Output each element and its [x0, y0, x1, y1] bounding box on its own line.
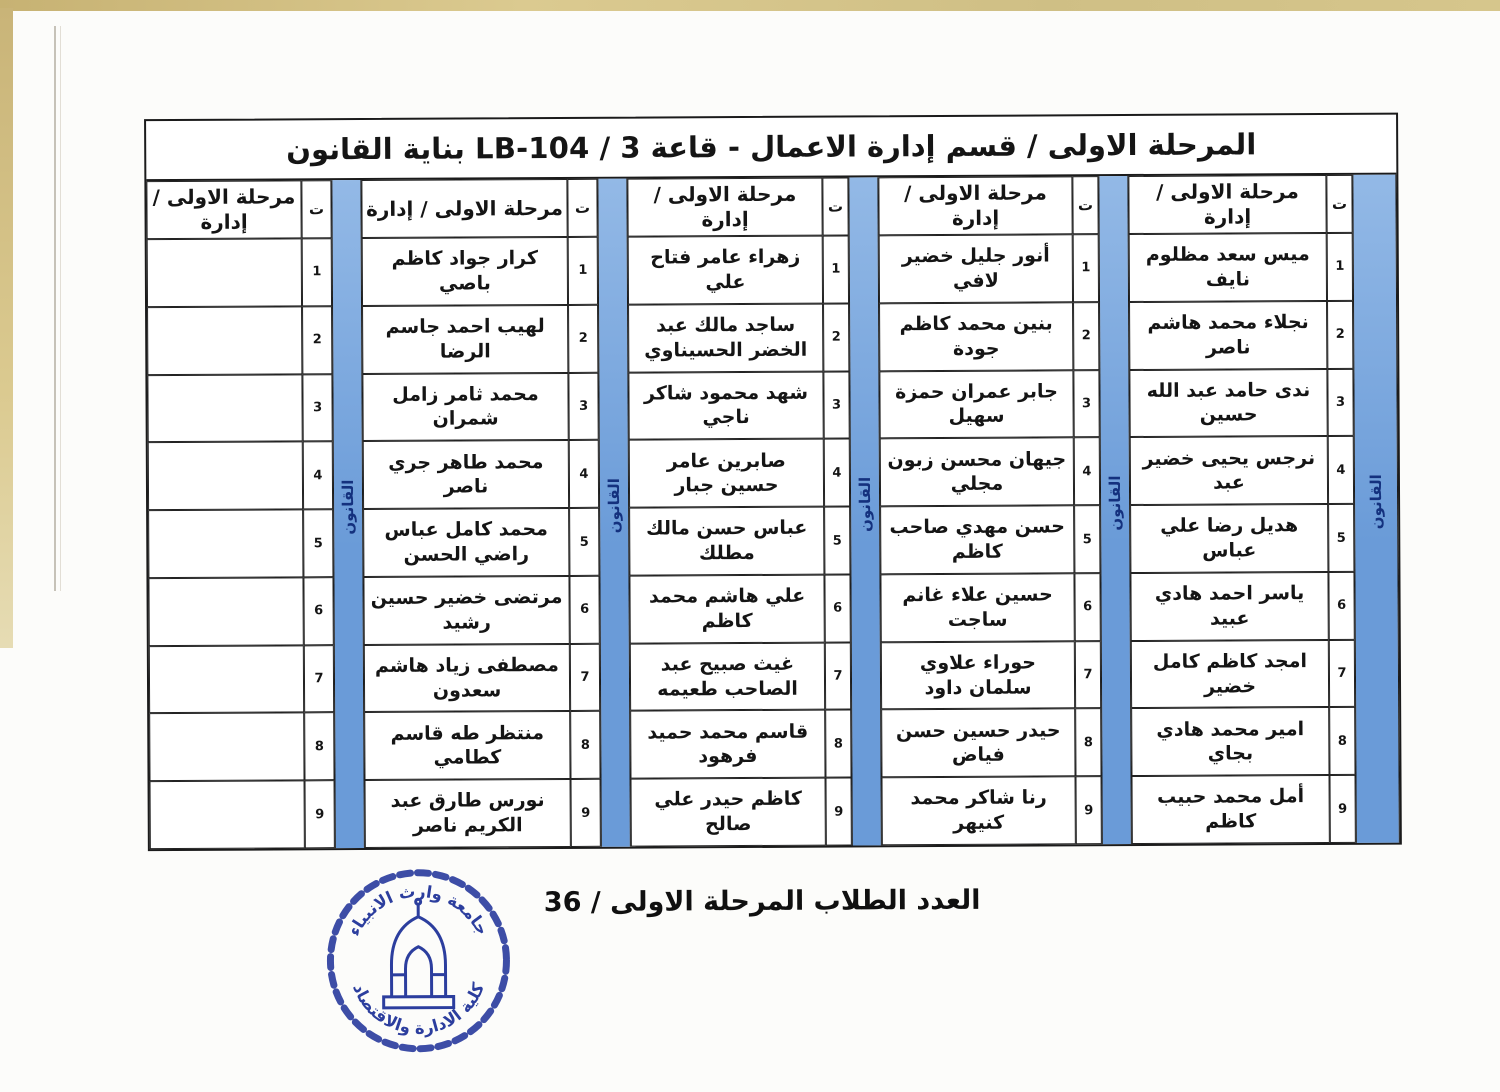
student-name-cell — [148, 509, 303, 578]
group-header-cell: مرحلة الاولى / إدارة — [878, 176, 1072, 235]
student-name-cell: أمل محمد حبيب كاظم — [1132, 775, 1330, 844]
student-name-cell: هديل رضا علي عباس — [1130, 504, 1328, 573]
names-column — [627, 178, 825, 847]
student-name-cell: نرجس يحيى خضير عبد — [1130, 436, 1328, 505]
names-column — [361, 179, 570, 848]
building-strip-label: القانون — [1367, 474, 1385, 529]
column-group — [878, 176, 1131, 845]
serial-cell: 2 — [1327, 301, 1353, 369]
group-header-cell: مرحلة الاولى / إدارة — [1128, 175, 1326, 234]
student-name-cell: ندى حامد عبد الله حسين — [1129, 369, 1327, 438]
student-name-cell: محمد ثامر زامل شمران — [362, 373, 568, 442]
serial-cell: 5 — [1074, 505, 1100, 573]
student-name-cell: حوراء علاوي سلمان داود — [881, 641, 1075, 710]
student-name-cell: مصطفى زياد هاشم سعدون — [364, 644, 570, 713]
building-strip-label: القانون — [1106, 476, 1124, 531]
student-name-cell: محمد طاهر جري ناصر — [363, 440, 569, 509]
building-strip — [331, 180, 364, 848]
building-strip-label: القانون — [856, 477, 874, 532]
student-name-cell: منتظر طه قاسم كطامي — [364, 711, 570, 780]
student-name-cell: أنور جليل خضير لافي — [879, 234, 1073, 303]
serial-cell: 8 — [304, 713, 334, 781]
serial-cell: 5 — [1328, 504, 1354, 572]
stamp-top-text: جامعة وارث الانبياء — [344, 881, 492, 939]
serial-column — [1326, 175, 1355, 843]
student-name-cell: محمد كامل عباس راضي الحسن — [363, 508, 569, 577]
student-name-cell: غيث صبيح عبد الصاحب طعيمه — [630, 642, 825, 711]
column-group — [146, 180, 364, 849]
student-name-cell: لهيب احمد جاسم الرضا — [362, 305, 568, 374]
serial-cell: 6 — [303, 577, 333, 645]
group-header-cell: مرحلة الاولى / إدارة — [627, 178, 822, 237]
building-strip — [1352, 175, 1399, 843]
paper-crease — [54, 26, 61, 591]
student-name-cell: نورس طارق عبد الكريم ناصر — [365, 779, 571, 848]
serial-cell: 5 — [569, 508, 599, 576]
serial-header-cell: ت — [301, 180, 331, 238]
serial-cell: 6 — [1074, 573, 1100, 641]
building-strip-label: القانون — [339, 480, 357, 535]
serial-cell: 7 — [825, 642, 851, 710]
serial-column — [567, 179, 600, 847]
student-name-cell: ميس سعد مظلوم نايف — [1129, 233, 1327, 302]
building-strip — [597, 179, 630, 847]
serial-cell: 7 — [1329, 640, 1355, 708]
serial-cell: 3 — [1327, 368, 1353, 436]
serial-cell: 2 — [823, 303, 849, 371]
serial-cell: 9 — [571, 779, 601, 847]
student-name-cell — [147, 306, 302, 375]
student-name-cell: حسن مهدي صاحب كاظم — [880, 505, 1074, 574]
serial-cell: 7 — [1075, 641, 1101, 709]
serial-cell: 3 — [823, 371, 849, 439]
student-name-cell: ساجد مالك عبد الخضر الحسيناوي — [628, 303, 823, 372]
serial-cell: 1 — [302, 238, 332, 306]
serial-column — [822, 177, 851, 845]
student-name-cell: مرتضى خضير حسين رشيد — [363, 576, 569, 645]
group-header-cell: مرحلة الاولى / إدارة — [361, 179, 567, 238]
serial-column — [1072, 176, 1101, 844]
serial-cell: 6 — [569, 576, 599, 644]
serial-cell: 2 — [302, 306, 332, 374]
student-name-cell — [148, 577, 303, 646]
serial-cell: 3 — [1073, 370, 1099, 438]
serial-cell: 6 — [824, 574, 850, 642]
student-name-cell: علي هاشم محمد كاظم — [629, 575, 824, 644]
student-name-cell: امير محمد هادي بجاي — [1131, 707, 1329, 776]
serial-cell: 8 — [570, 711, 600, 779]
student-name-cell: جيهان محسن زبون مجلي — [880, 438, 1074, 507]
serial-column — [301, 180, 334, 848]
serial-cell: 5 — [824, 507, 850, 575]
university-stamp — [318, 855, 519, 1066]
table-groups — [146, 175, 1399, 850]
student-name-cell — [147, 238, 302, 307]
serial-header-cell: ت — [567, 179, 597, 237]
student-name-cell: رنا شاكر محمد كنيهر — [882, 777, 1076, 846]
serial-cell: 8 — [1329, 707, 1355, 775]
student-name-cell: امجد كاظم كامل خضير — [1131, 640, 1329, 709]
serial-cell: 9 — [305, 780, 335, 848]
stamp-bottom-text: كلية الادارة والاقتصاد — [349, 980, 488, 1039]
serial-cell: 2 — [568, 305, 598, 373]
student-name-cell: صابرين عامر حسين جبار — [629, 439, 824, 508]
serial-cell: 9 — [826, 778, 852, 846]
student-name-cell — [149, 645, 304, 714]
serial-cell: 4 — [824, 439, 850, 507]
serial-cell: 8 — [825, 710, 851, 778]
serial-header-cell: ت — [822, 177, 848, 235]
names-column — [146, 180, 304, 849]
column-group — [627, 177, 881, 846]
column-group — [1128, 175, 1399, 844]
scan-edge-top — [0, 0, 1500, 11]
names-column — [1128, 175, 1329, 844]
shrine-dome-icon — [383, 899, 454, 1008]
serial-cell: 6 — [1328, 572, 1354, 640]
group-header-cell: مرحلة الاولى / إدارة — [146, 180, 301, 239]
serial-cell: 4 — [1074, 438, 1100, 506]
serial-cell: 1 — [568, 237, 598, 305]
student-name-cell — [150, 781, 305, 850]
column-group — [361, 179, 630, 848]
student-count-text: العدد الطلاب المرحلة الاولى / 36 — [542, 885, 982, 918]
student-name-cell: كاظم حيدر علي صالح — [631, 778, 826, 847]
student-name-cell: حسين علاء غانم ساجت — [880, 573, 1074, 642]
student-name-cell: نجلاء محمد هاشم ناصر — [1129, 301, 1327, 370]
student-name-cell — [147, 374, 302, 443]
student-name-cell: زهراء عامر فتاح علي — [628, 236, 823, 305]
serial-cell: 2 — [1073, 302, 1099, 370]
names-column — [878, 176, 1075, 845]
student-name-cell: شهد محمود شاكر ناجي — [628, 371, 823, 440]
serial-header-cell: ت — [1326, 175, 1352, 233]
serial-cell: 7 — [304, 645, 334, 713]
serial-cell: 1 — [823, 235, 849, 303]
serial-cell: 4 — [303, 442, 333, 510]
student-name-cell: حيدر حسين حسن فياض — [881, 709, 1075, 778]
scan-edge-left — [0, 8, 13, 648]
student-name-cell: بنين محمد كاظم جودة — [879, 302, 1073, 371]
serial-cell: 1 — [1327, 233, 1353, 301]
student-name-cell: كرار جواد كاظم باصي — [362, 237, 568, 306]
serial-cell: 7 — [570, 643, 600, 711]
student-name-cell — [148, 442, 303, 511]
serial-cell: 9 — [1076, 776, 1102, 844]
building-strip-label: القانون — [605, 478, 623, 533]
table-title: المرحلة الاولى / قسم إدارة الاعمال - قاعة 3 / LB-104 بناية القانون — [146, 115, 1396, 182]
serial-cell: 1 — [1073, 234, 1099, 302]
serial-cell: 4 — [1328, 436, 1354, 504]
serial-cell: 8 — [1075, 709, 1101, 777]
student-name-cell: جابر عمران حمزة سهيل — [879, 370, 1073, 439]
student-name-cell: قاسم محمد حميد فرهود — [630, 710, 825, 779]
serial-cell: 9 — [1330, 775, 1356, 843]
serial-cell: 3 — [568, 372, 598, 440]
attendance-table — [144, 113, 1402, 852]
student-name-cell: ياسر احمد هادي عبيد — [1130, 572, 1328, 641]
building-strip — [1098, 176, 1131, 844]
serial-cell: 4 — [569, 440, 599, 508]
building-strip — [848, 177, 881, 845]
student-name-cell: عباس حسن مالك مطلك — [629, 507, 824, 576]
serial-header-cell: ت — [1072, 176, 1098, 234]
student-name-cell — [149, 713, 304, 782]
serial-cell: 3 — [302, 374, 332, 442]
serial-cell: 5 — [303, 509, 333, 577]
